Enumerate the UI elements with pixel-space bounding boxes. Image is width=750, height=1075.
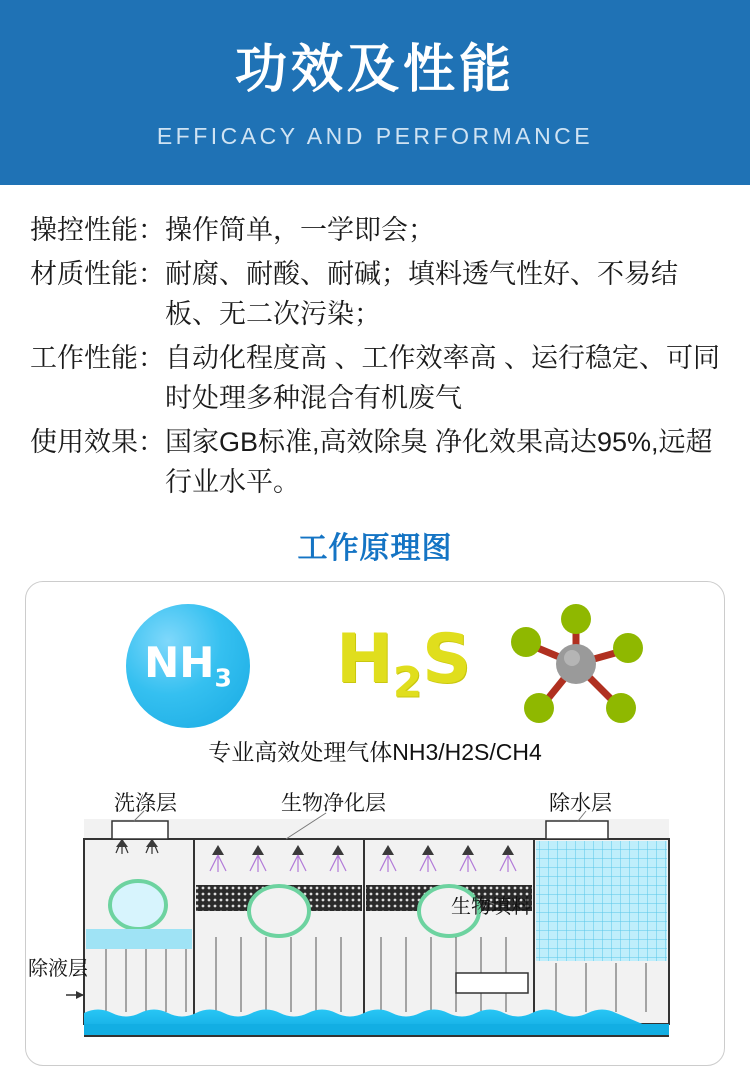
spec-label: 使用效果： — [30, 426, 165, 457]
label-washing-layer: 洗涤层 — [114, 791, 177, 815]
spec-row — [30, 423, 728, 503]
h2s-subscript: 2 — [392, 657, 423, 707]
label-dewatering-layer: 除水层 — [549, 791, 612, 815]
equipment-schematic-svg — [26, 777, 724, 1066]
page-subtitle: EFFICACY AND PERFORMANCE — [156, 122, 594, 149]
molecule-row — [26, 582, 724, 765]
spec-label: 操控性能： — [30, 215, 165, 245]
h2s-label: $H_2S$ — [336, 619, 472, 707]
page-title: 功效及性能 — [234, 41, 515, 100]
label-liquid-removal-layer — [28, 957, 88, 982]
page-header-banner — [0, 0, 750, 185]
spec-value: 操作简单，一学即会； — [165, 215, 435, 245]
nh3-subscript: 3 — [214, 663, 232, 693]
spec-row — [30, 255, 728, 335]
spec-value: 国家GB标准,高效除臭 净化效果高达95%,远超行业水平。 — [165, 426, 713, 497]
diagram-caption: 专业高效处理气体NH3/H2S/CH4 — [208, 738, 542, 765]
section-title: 工作原理图 — [297, 531, 453, 565]
spec-value: 自动化程度高 、工作效率高 、运行稳定、可同时处理多种混合有机废气 — [165, 342, 721, 413]
spec-row — [30, 211, 728, 251]
spec-label: 材质性能： — [30, 258, 165, 289]
nh3-label: $NH_3$ — [144, 638, 232, 693]
nh3-molecule-icon — [126, 604, 250, 728]
label-bio-purification-layer: 生物净化层 — [281, 791, 386, 815]
working-principle-diagram — [25, 581, 725, 1066]
label-bio-filler: 生物填料 — [451, 895, 531, 918]
equipment-schematic — [26, 777, 724, 1066]
spec-label: 工作性能： — [30, 342, 165, 373]
spec-row — [30, 339, 728, 419]
ch4-molecule-svg — [506, 602, 646, 732]
specifications-list — [0, 185, 750, 503]
label-liquid-removal-layer-text: 除液层 — [28, 957, 88, 980]
spec-value: 耐腐、耐酸、耐碱；填料透气性好、不易结板、无二次污染； — [165, 258, 678, 329]
ch4-molecule-icon — [506, 602, 646, 732]
